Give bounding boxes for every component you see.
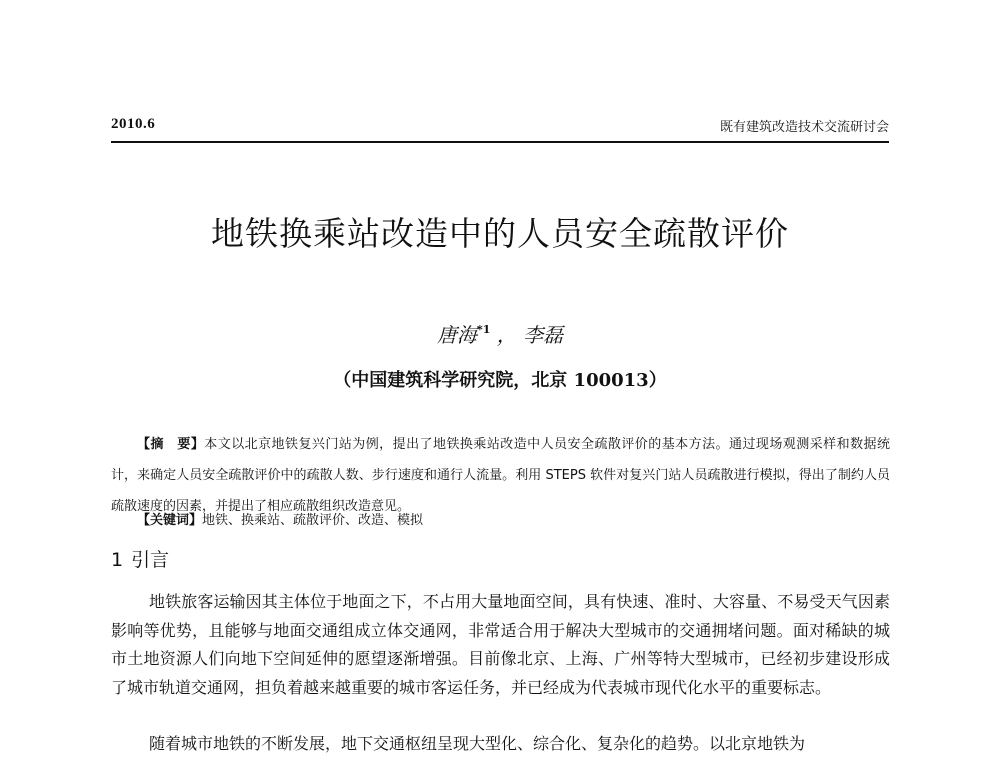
affiliation: （中国建筑科学研究院，北京 100013）	[333, 370, 667, 391]
second-author: 李磊	[523, 323, 564, 347]
abstract-label: 【摘 要】	[137, 437, 205, 452]
author-separator: ，	[490, 323, 517, 347]
section-number: 1	[111, 549, 124, 571]
paper-title: 地铁换乘站改造中的人员安全疏散评价	[211, 214, 789, 253]
author-mark: *1	[476, 323, 491, 336]
section-heading	[111, 545, 169, 572]
header-date: 2010.6	[111, 116, 156, 132]
abstract-text: 本文以北京地铁复兴门站为例，提出了地铁换乘站改造中人员安全疏散评价的基本方法。通过现场观测采样和数据统计，来确定人员安全疏散评价中的疏散人数、步行速度和通行人流量。利用 STEPS 软件对复兴门站人员疏散进行模拟，得出了制约人员疏散速度的因素，并提出了相应疏散组织改造意见。	[111, 437, 890, 514]
section-title: 引言	[131, 549, 170, 571]
body-paragraph: 随着城市地铁的不断发展，地下交通枢纽呈现大型化、综合化、复杂化的趋势。以北京地铁为	[149, 734, 806, 753]
header-conference: 既有建筑改造技术交流研讨会	[719, 120, 889, 135]
first-author: 唐海	[436, 323, 477, 347]
header-rule	[111, 141, 889, 143]
keywords-label: 【关键词】	[137, 513, 203, 528]
keywords	[137, 505, 890, 536]
authors	[0, 319, 1000, 348]
body-paragraph: 地铁旅客运输因其主体位于地面之下，不占用大量地面空间，具有快速、准时、大容量、不易受天气因素影响等优势，且能够与地面交通组成立体交通网，非常适合用于解决大型城市的交通拥堵问题。面对稀缺的城市土地资源人们向地下空间延伸的愿望逐渐增强。目前像北京、上海、广州等特大型城市，已经初步建设形成了城市轨道交通网，担负着越来越重要的城市客运任务，并已经成为代表城市现代化水平的重要标志。	[111, 592, 890, 697]
keywords-text: 地铁、换乘站、疏散评价、改造、模拟	[202, 513, 424, 528]
